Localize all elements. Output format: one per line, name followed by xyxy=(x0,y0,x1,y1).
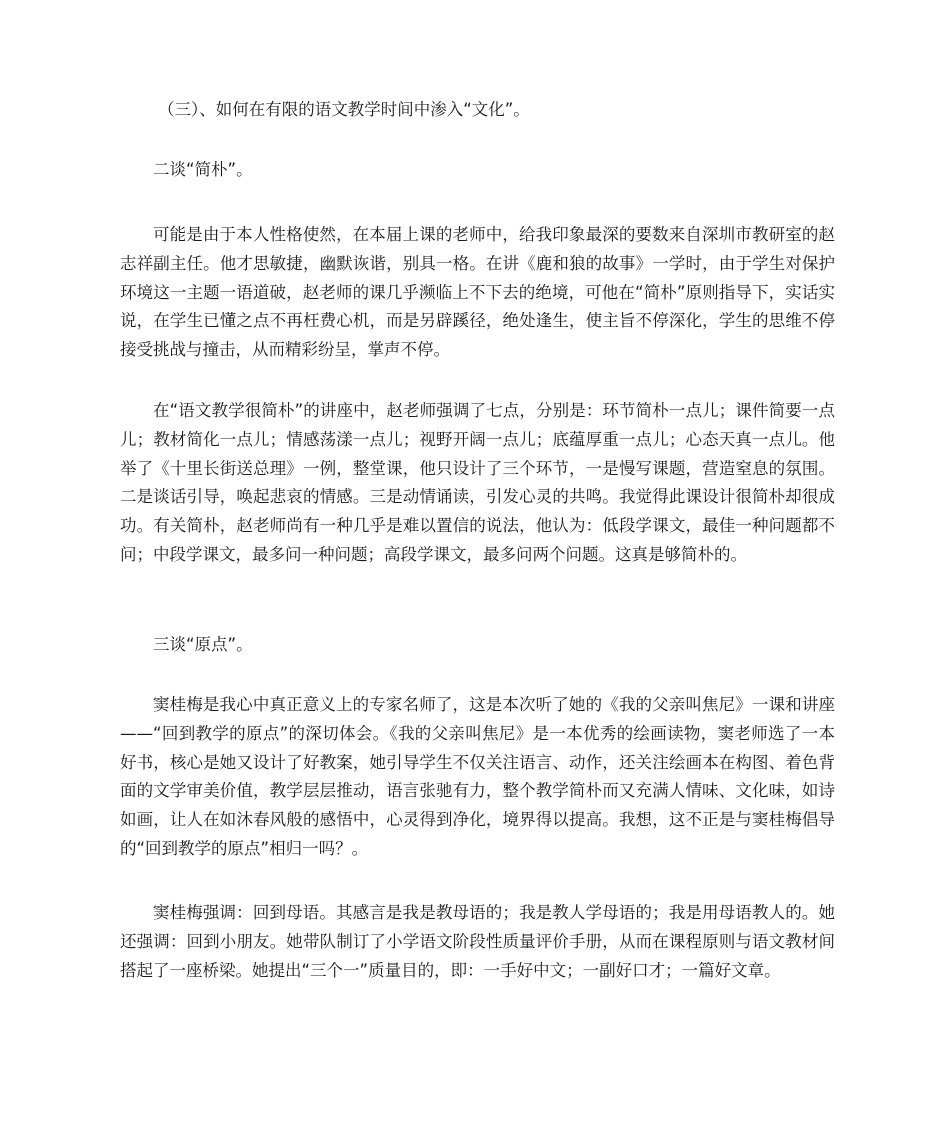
section-heading-culture: （三）、如何在有限的语文教学时间中渗入“文化”。 xyxy=(157,100,530,119)
paragraph-zhao-lesson: 可能是由于本人性格使然，在本届上课的老师中，给我印象最深的要数来自深圳市教研室的赵志祥副主任。他才思敏捷，幽默诙谐，别具一格。在讲《鹿和狼的故事》一学时，由于学生对保护环境这一主题一语道破，赵老师的课几乎濒临上不下去的绝境，可他在“简朴”原则指导下，实话实说，在学生已懂之点不再枉费心机，而是另辟蹊径，绝处逢生，使主旨不停深化，学生的思维不停接受挑战与撞击，从而精彩纷呈，掌声不停。 xyxy=(120,225,835,360)
section-heading-origin: 三谈“原点”。 xyxy=(153,635,253,654)
paragraph-dou-lesson: 窦桂梅是我心中真正意义上的专家名师了，这是本次听了她的《我的父亲叫焦尼》一课和讲座——“回到教学的原点”的深切体会。《我的父亲叫焦尼》是一本优秀的绘画读物，窦老师选了一本好书，核心是她又设计了好教案，她引导学生不仅关注语言、动作，还关注绘画本在构图、着色背面的文学审美价值，教学层层推动，语言张驰有力，整个教学简朴而又充满人情味、文化味，如诗如画，让人在如沐春风般的感悟中，心灵得到净化，境界得以提高。我想，这不正是与窦桂梅倡导的“回到教学的原点”相归一吗？。 xyxy=(120,695,835,858)
paragraph-dou-emphasis: 窦桂梅强调：回到母语。其感言是我是教母语的；我是教人学母语的；我是用母语教人的。她还强调：回到小朋友。她带队制订了小学语文阶段性质量评价手册，从而在课程原则与语文教材间搭起了一座桥梁。她提出“三个一”质量目的，即：一手好中文；一副好口才；一篇好文章。 xyxy=(120,903,835,980)
section-heading-simplicity: 二谈“简朴”。 xyxy=(153,160,253,179)
paragraph-zhao-lecture: 在“语文教学很简朴”的讲座中，赵老师强调了七点，分别是：环节简朴一点儿；课件简要一点儿；教材简化一点儿；情感荡漾一点儿；视野开阔一点儿；底蕴厚重一点儿；心态天真一点儿。他举了《十里长街送总理》一例，整堂课，他只设计了三个环节，一是慢写课题，营造窒息的氛围。二是谈话引导，唤起悲哀的情感。三是动情诵读，引发心灵的共鸣。我觉得此课设计很简朴却很成功。有关简朴，赵老师尚有一种几乎是难以置信的说法，他认为：低段学课文，最佳一种问题都不问；中段学课文，最多问一种问题；高段学课文，最多问两个问题。这真是够简朴的。 xyxy=(120,401,835,564)
